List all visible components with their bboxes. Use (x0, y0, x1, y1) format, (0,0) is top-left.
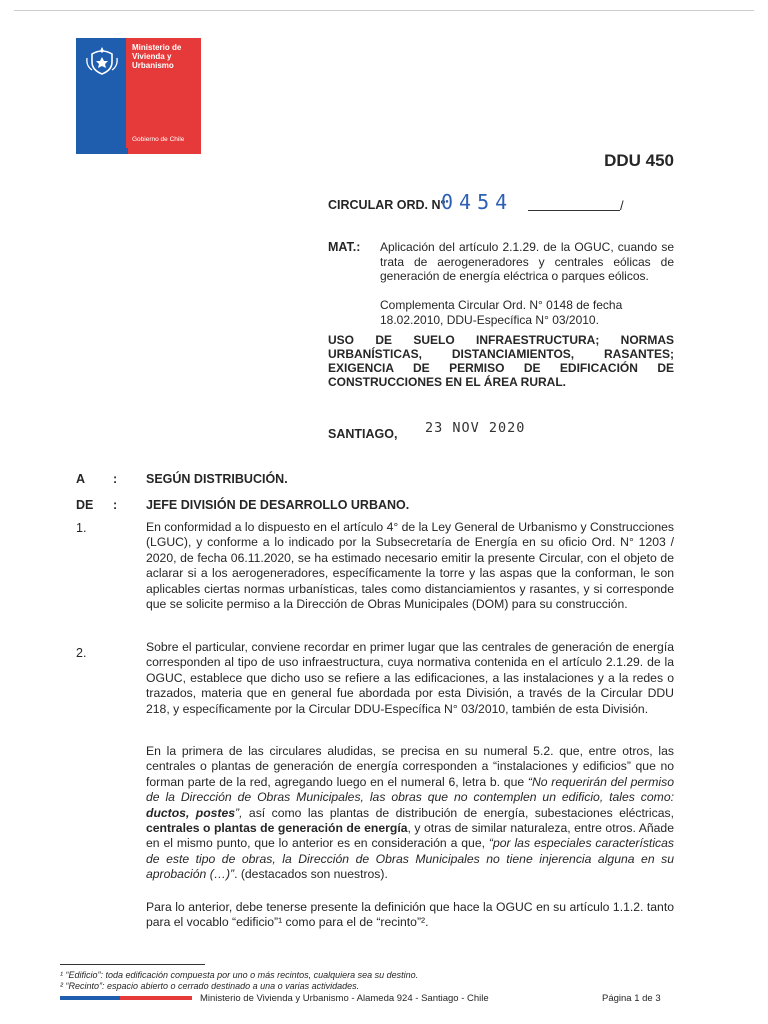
scan-edge-line (14, 10, 754, 11)
footer-color-bar (60, 996, 192, 1000)
p2b-text-1: En la primera de las circulares aludidas, se precisa en su numeral 5.2. que, entre otros, las centrales o plantas de generación de energía corresponden a “instalaciones y edificios” que no forman parte de la red, agregando luego en el numeral 6, letra b. que (146, 744, 674, 789)
p2b-text-3: , y otras de similar naturaleza, entre otros. Añade en el mismo punto, que lo anterior es en consideración a que, (146, 821, 674, 851)
p2b-quote-bold: ductos, postes (146, 805, 236, 820)
p2b-text-4: . (destacados son nuestros). (234, 867, 388, 882)
coat-of-arms-icon (84, 44, 120, 78)
circular-underline (528, 210, 620, 211)
mat-label: MAT.: (328, 240, 361, 254)
mat-text: Aplicación del artículo 2.1.29. de la OGUC, cuando se trata de aerogeneradores y centrales eólicas de generación de energía eléctrica o parques eólicos. (380, 240, 674, 283)
to-sep: : (113, 472, 118, 486)
paragraph-1-number: 1. (76, 521, 87, 535)
footnote-1: ¹ “Edificio”: toda edificación compuesta por uno o más recintos, cualquiera sea su destino. (60, 970, 419, 980)
paragraph-2-number: 2. (76, 646, 87, 660)
paragraph-2a: Sobre el particular, conviene recordar en primer lugar que las centrales de generación de energía corresponden al tipo de uso infraestructura, cuya normativa contenida en el artículo 2.1.29. de la OGUC, establece que dicho uso se refiere a las edificaciones, a las instalaciones y a la redes o trazados, materia que en general fue abordada por esta División, a través de la Circular DDU 218, y específicamente por la Circular DDU-Específica N° 03/2010, también de esta División. (146, 640, 674, 716)
from-key: DE (76, 498, 94, 512)
logo-ministry-text: Ministerio de Vivienda y Urbanismo (132, 43, 182, 70)
document-code: DDU 450 (604, 151, 674, 170)
paragraph-2b (146, 744, 674, 883)
subject-heading: USO DE SUELO INFRAESTRUCTURA; NORMAS URBANÍSTICAS, DISTANCIAMIENTOS, RASANTES; EXIGENCIA DE PERMISO DE EDIFICACIÓN DE CONSTRUCCIONES EN EL ÁREA RURAL. (328, 333, 674, 389)
p2b-quote-end: ”, (235, 805, 243, 820)
circular-label: CIRCULAR ORD. N° (328, 198, 446, 212)
page-number: Página 1 de 3 (602, 993, 661, 1004)
logo-government-text: Gobierno de Chile (132, 136, 185, 143)
p2b-bold-2: centrales o plantas de generación de energía (146, 821, 408, 836)
to-value: SEGÚN DISTRIBUCIÓN. (146, 472, 288, 486)
from-sep: : (113, 498, 118, 512)
to-key: A (76, 472, 86, 486)
ministry-logo (76, 38, 201, 148)
p2b-quote-2: “por las especiales características de este tipo de obras, la Dirección de Obras Municipales no tiene injerencia alguna en su aprobación (…)” (146, 836, 674, 882)
date-stamp: 23 NOV 2020 (425, 420, 526, 436)
circular-slash: / (620, 198, 624, 213)
place: SANTIAGO, (328, 427, 398, 441)
footnote-2: ² “Recinto”: espacio abierto o cerrado destinado a una o varias actividades. (60, 981, 360, 991)
footer-address: Ministerio de Vivienda y Urbanismo - Alameda 924 - Santiago - Chile (200, 993, 489, 1004)
paragraph-2c: Para lo anterior, debe tenerse presente la definición que hace la OGUC en su artículo 1.1.2. tanto para el vocablo “edificio”¹ como para el de “recinto”². (146, 900, 674, 930)
p2b-text-2: así como las plantas de distribución de energía, subestaciones eléctricas, (242, 805, 674, 820)
paragraph-1: En conformidad a lo dispuesto en el artículo 4° de la Ley General de Urbanismo y Construcciones (LGUC), y conforme a lo indicado por la Subsecretaría de Energía en su oficio Ord. N° 1203 / 2020, de fecha 06.11.2020, se ha estimado necesario emitir la presente Circular, con el objeto de aclarar si a los aerogeneradores, específicamente la torre y las aspas que la conforman, le son aplicables ciertas normas urbanísticas, tales como distanciamientos y rasantes, y si corresponde que se solicite permiso a la Dirección de Obras Municipales (DOM) para su construcción. (146, 520, 674, 612)
p2b-quote-1: “No requerirán del permiso de la Dirección de Obras Municipales, las obras que no contemplen un edificio, tales como: (146, 774, 674, 805)
circular-number: 0454 (441, 190, 514, 214)
mat-complement: Complementa Circular Ord. N° 0148 de fecha 18.02.2010, DDU-Específica N° 03/2010. (380, 298, 623, 327)
footnote-separator (60, 964, 205, 965)
from-value: JEFE DIVISIÓN DE DESARROLLO URBANO. (146, 498, 410, 512)
